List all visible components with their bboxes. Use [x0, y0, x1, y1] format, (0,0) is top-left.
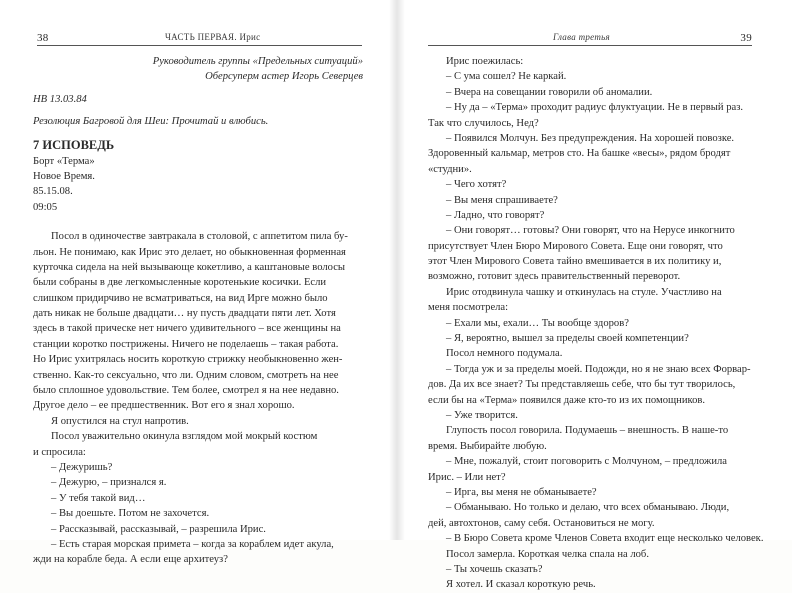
text-line: Ирис поежилась: [446, 56, 524, 67]
text-line: Посол замерла. Короткая челка спала на лоб. [446, 548, 649, 560]
text-line: слишком придирчиво не всматриваться, на вид Ирге можно было [33, 292, 328, 304]
text-line: время. Выбирайте любую. [428, 440, 547, 452]
text-line: возможно, готовит здесь правительственный переворот. [428, 271, 681, 283]
meta-line: 09:05 [33, 201, 58, 213]
left-page [0, 0, 395, 566]
text-line: дей, автохтонов, саму себя. Остановиться не могу. [428, 517, 655, 529]
text-line: присутствует Член Бюро Мирового Совета. Еще они говорят, что [428, 240, 723, 252]
right-running-title: Глава третья [553, 32, 611, 42]
dialogue-line: – Тогда уж и за пределы моей. Подожди, но я не знаю всех Форвар- [446, 363, 751, 375]
text-line: станции коротко пострижены. Ничего не поделаешь – такая работа. [33, 338, 339, 350]
text-line: и спросила: [33, 446, 86, 458]
text-line: Здоровенный кальмар, метров сто. На башке «весы», рядом бродят [428, 148, 731, 160]
chapter-title: 7 ИСПОВЕДЬ [33, 137, 115, 152]
dialogue-line: – Ирга, вы меня не обманываете? [446, 486, 597, 498]
dialogue-line: – Я, вероятно, вышел за пределы своей компетенции? [446, 333, 689, 345]
dialogue-line: – С ума сошел? Не каркай. [446, 71, 567, 83]
dialogue-line: – Ты хочешь сказать? [446, 563, 543, 575]
text-line: Ирис. – Или нет? [428, 471, 506, 483]
text-line: если бы на «Терма» появился даже кто-то из их помощников. [428, 394, 706, 406]
dialogue-line: – Ладно, что говорят? [446, 209, 545, 221]
meta-line: Новое Время. [33, 170, 95, 182]
text-line: Я хотел. И сказал короткую речь. [446, 579, 596, 591]
right-running-head [428, 32, 752, 46]
text-line: было сплошное удовольствие. Тем более, смотрел я на нее недавно. [33, 385, 339, 397]
dialogue-line: – Дежурю, – признался я. [51, 477, 167, 489]
text-line: курточка сидела на ней вызывающе кокетливо, а каштановые волосы [33, 261, 346, 273]
text-line: Я опустился на стул напротив. [51, 415, 189, 427]
text-line: Посол уважительно окинула взглядом мой мокрый костюм [51, 431, 318, 443]
text-line: дов. Да их все знает? Ты представляешь себе, что бы тут творилось, [428, 379, 736, 391]
left-running-head [37, 32, 362, 46]
text-line: здесь в такой прическе нет ничего удивительного – все женщины на [33, 323, 341, 335]
text-line: «студни». [428, 163, 472, 175]
dialogue-line: – Обманываю. Но только и делаю, что всех обманываю. Люди, [446, 502, 730, 514]
right-header-rule [428, 45, 752, 46]
dialogue-line: – Ну да – «Терма» проходит радиус флуктуации. Не в первый раз. [446, 102, 744, 114]
text-line: жди на корабле беда. А если еще архитеуз? [33, 554, 228, 566]
document-code: НВ 13.03.84 [33, 93, 87, 105]
text-line: ственно. Как-то сексуально, что ли. Одним словом, смотреть на нее [33, 369, 339, 381]
right-page-number: 39 [740, 32, 752, 44]
dialogue-line: – У тебя такой вид… [51, 492, 146, 504]
meta-line: 85.15.08. [33, 186, 73, 198]
dialogue-line: – Они говорят… готовы? Они говорят, что на Нерусе инкогнито [446, 225, 735, 237]
dialogue-line: – Появился Молчун. Без предупреждения. На хорошей повозке. [446, 132, 735, 144]
text-line: Другое дело – ее предшественник. Вот его я знал хорошо. [33, 400, 295, 412]
dialogue-line: – Вы доешьте. Потом не захочется. [51, 508, 210, 520]
dialogue-line: – Чего хотят? [446, 179, 507, 191]
text-line: этот Член Мирового Совета тайно вмешивается в их политику и, [428, 256, 722, 268]
dialogue-line: – Мне, пожалуй, стоит поговорить с Молчуном, – предложила [446, 456, 727, 468]
left-running-title: ЧАСТЬ ПЕРВАЯ. Ирис [165, 32, 261, 42]
dialogue-line: – Дежуришь? [51, 461, 113, 473]
dialogue-line: – Вы меня спрашиваете? [446, 194, 558, 206]
left-header-rule [37, 45, 362, 46]
header-line: Руководитель группы «Предельных ситуаций» [152, 56, 363, 67]
right-page-body [428, 54, 764, 593]
text-line: Так что случилось, Нед? [428, 117, 539, 129]
text-line: были собраны в две легкомысленные коротенькие косички. Если [33, 277, 327, 289]
dialogue-line: – Вчера на совещании говорили об аномалии. [446, 86, 653, 98]
text-line: Посол в одиночестве завтракала в столовой, с аппетитом пила бу- [51, 231, 348, 243]
dialogue-line: – Есть старая морская примета – когда за кораблем идет акула, [51, 538, 334, 550]
meta-line: Борт «Терма» [33, 155, 95, 167]
left-page-number: 38 [37, 32, 49, 44]
left-page-body [33, 54, 363, 568]
dialogue-line: – Рассказывай, рассказывай, – разрешила Ирис. [51, 523, 266, 535]
dialogue-line: – Ехали мы, ехали… Ты вообще здоров? [446, 317, 629, 329]
dialogue-line: – В Бюро Совета кроме Членов Совета входит еще несколько человек. [446, 533, 764, 545]
text-line: льон. Не понимаю, как Ирис это делает, но обыкновенная форменная [33, 246, 346, 258]
text-line: Посол немного подумала. [446, 348, 563, 360]
text-line: Ирис отодвинула чашку и откинулась на стуле. Участливо на [446, 286, 722, 298]
header-line: Оберсуперм астер Игорь Северцев [205, 71, 363, 83]
text-line: Но Ирис ухитрялась носить короткую стрижку необыкновенно жен- [33, 354, 343, 366]
dialogue-line: – Уже творится. [446, 409, 518, 421]
text-line: Глупость посол говорила. Подумаешь – внешность. В наше-то [446, 425, 729, 437]
resolution-line: Резолюция Багровой для Шеи: Прочитай и влюбись. [33, 116, 269, 128]
text-line: дать никак не больше двадцати… ну пусть двадцати пяти лет. Хотя [33, 308, 336, 320]
text-line: меня посмотрела: [428, 302, 509, 314]
right-page [398, 0, 792, 591]
